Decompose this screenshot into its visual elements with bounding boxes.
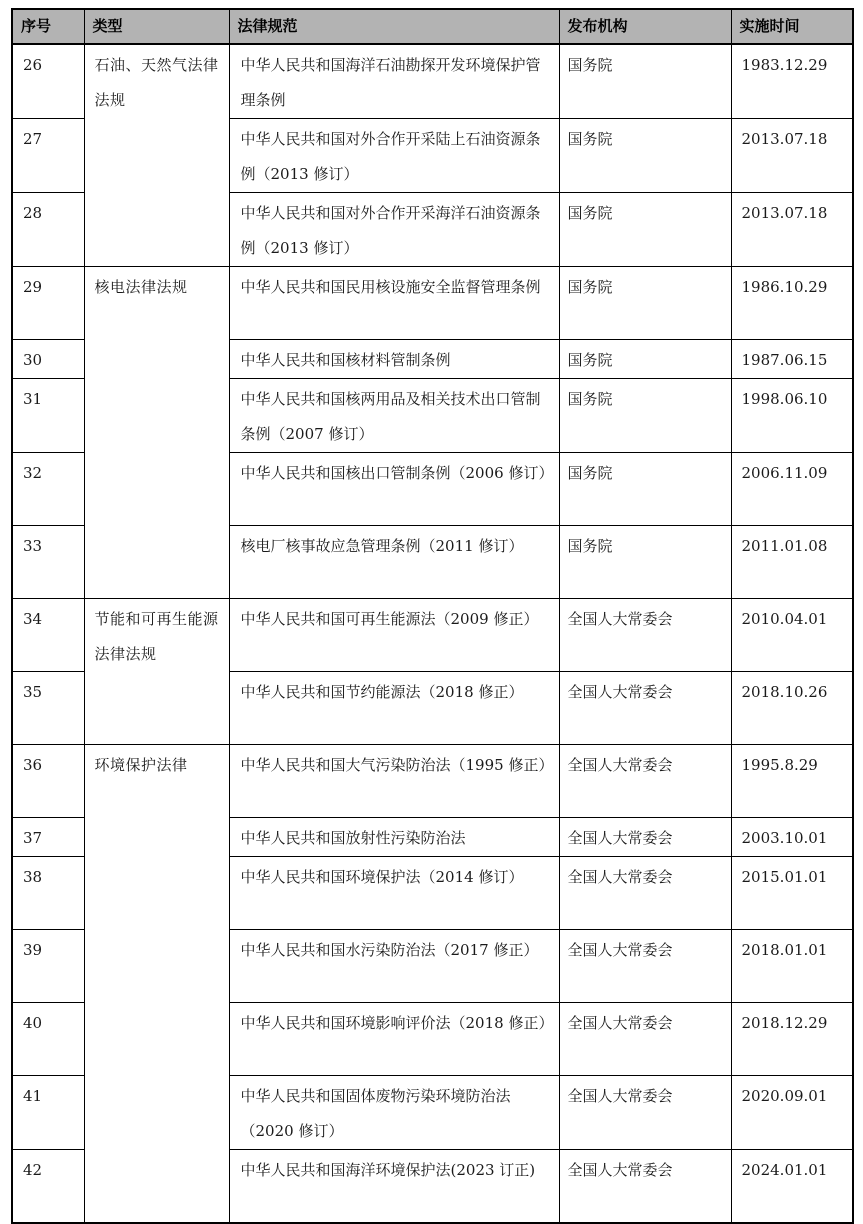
header-issuer: 发布机构 <box>559 9 731 44</box>
effective-date: 2010.04.01 <box>731 599 853 672</box>
law-name: 中华人民共和国可再生能源法（2009 修正） <box>229 599 559 672</box>
row-number: 39 <box>12 930 84 1003</box>
effective-date: 2018.10.26 <box>731 672 853 745</box>
header-row <box>12 9 853 44</box>
row-number: 40 <box>12 1003 84 1076</box>
issuer: 全国人大常委会 <box>559 672 731 745</box>
effective-date: 2003.10.01 <box>731 818 853 857</box>
issuer: 全国人大常委会 <box>559 599 731 672</box>
issuer: 全国人大常委会 <box>559 745 731 818</box>
header-law: 法律规范 <box>229 9 559 44</box>
effective-date: 2015.01.01 <box>731 857 853 930</box>
table-row <box>12 599 853 672</box>
issuer: 国务院 <box>559 453 731 526</box>
effective-date: 1998.06.10 <box>731 379 853 453</box>
row-number: 35 <box>12 672 84 745</box>
header-category: 类型 <box>84 9 229 44</box>
row-number: 38 <box>12 857 84 930</box>
issuer: 全国人大常委会 <box>559 1076 731 1150</box>
category-cell: 节能和可再生能源法律法规 <box>84 599 229 745</box>
effective-date: 2006.11.09 <box>731 453 853 526</box>
table-row <box>12 745 853 818</box>
header-no: 序号 <box>12 9 84 44</box>
issuer: 全国人大常委会 <box>559 930 731 1003</box>
issuer: 国务院 <box>559 340 731 379</box>
effective-date: 2018.01.01 <box>731 930 853 1003</box>
category-cell: 环境保护法律 <box>84 745 229 1224</box>
row-number: 28 <box>12 193 84 267</box>
law-name: 中华人民共和国对外合作开采陆上石油资源条例（2013 修订） <box>229 119 559 193</box>
issuer: 全国人大常委会 <box>559 1003 731 1076</box>
law-name: 中华人民共和国核材料管制条例 <box>229 340 559 379</box>
effective-date: 2011.01.08 <box>731 526 853 599</box>
law-name: 中华人民共和国环境保护法（2014 修订） <box>229 857 559 930</box>
row-number: 33 <box>12 526 84 599</box>
header-date: 实施时间 <box>731 9 853 44</box>
row-number: 37 <box>12 818 84 857</box>
row-number: 32 <box>12 453 84 526</box>
issuer: 全国人大常委会 <box>559 1150 731 1224</box>
category-cell: 石油、天然气法律法规 <box>84 44 229 267</box>
row-number: 36 <box>12 745 84 818</box>
table-row <box>12 267 853 340</box>
row-number: 31 <box>12 379 84 453</box>
law-name: 中华人民共和国固体废物污染环境防治法（2020 修订） <box>229 1076 559 1150</box>
issuer: 国务院 <box>559 526 731 599</box>
issuer: 国务院 <box>559 379 731 453</box>
law-name: 中华人民共和国环境影响评价法（2018 修正） <box>229 1003 559 1076</box>
law-name: 中华人民共和国核出口管制条例（2006 修订） <box>229 453 559 526</box>
law-name: 中华人民共和国对外合作开采海洋石油资源条例（2013 修订） <box>229 193 559 267</box>
issuer: 全国人大常委会 <box>559 818 731 857</box>
law-name: 中华人民共和国节约能源法（2018 修正） <box>229 672 559 745</box>
issuer: 国务院 <box>559 119 731 193</box>
law-name: 中华人民共和国海洋环境保护法(2023 订正) <box>229 1150 559 1224</box>
law-name: 中华人民共和国放射性污染防治法 <box>229 818 559 857</box>
effective-date: 1986.10.29 <box>731 267 853 340</box>
effective-date: 2024.01.01 <box>731 1150 853 1224</box>
row-number: 41 <box>12 1076 84 1150</box>
law-name: 中华人民共和国大气污染防治法（1995 修正） <box>229 745 559 818</box>
effective-date: 1987.06.15 <box>731 340 853 379</box>
law-name: 中华人民共和国民用核设施安全监督管理条例 <box>229 267 559 340</box>
effective-date: 2020.09.01 <box>731 1076 853 1150</box>
issuer: 全国人大常委会 <box>559 857 731 930</box>
law-name: 中华人民共和国水污染防治法（2017 修正） <box>229 930 559 1003</box>
table-row <box>12 44 853 119</box>
laws-table <box>11 8 854 1224</box>
law-name: 中华人民共和国核两用品及相关技术出口管制条例（2007 修订） <box>229 379 559 453</box>
row-number: 27 <box>12 119 84 193</box>
category-cell: 核电法律法规 <box>84 267 229 599</box>
effective-date: 1995.8.29 <box>731 745 853 818</box>
effective-date: 2018.12.29 <box>731 1003 853 1076</box>
row-number: 26 <box>12 44 84 119</box>
row-number: 34 <box>12 599 84 672</box>
law-name: 核电厂核事故应急管理条例（2011 修订） <box>229 526 559 599</box>
effective-date: 2013.07.18 <box>731 193 853 267</box>
law-name: 中华人民共和国海洋石油勘探开发环境保护管理条例 <box>229 44 559 119</box>
row-number: 42 <box>12 1150 84 1224</box>
issuer: 国务院 <box>559 44 731 119</box>
row-number: 29 <box>12 267 84 340</box>
row-number: 30 <box>12 340 84 379</box>
issuer: 国务院 <box>559 193 731 267</box>
effective-date: 1983.12.29 <box>731 44 853 119</box>
issuer: 国务院 <box>559 267 731 340</box>
effective-date: 2013.07.18 <box>731 119 853 193</box>
